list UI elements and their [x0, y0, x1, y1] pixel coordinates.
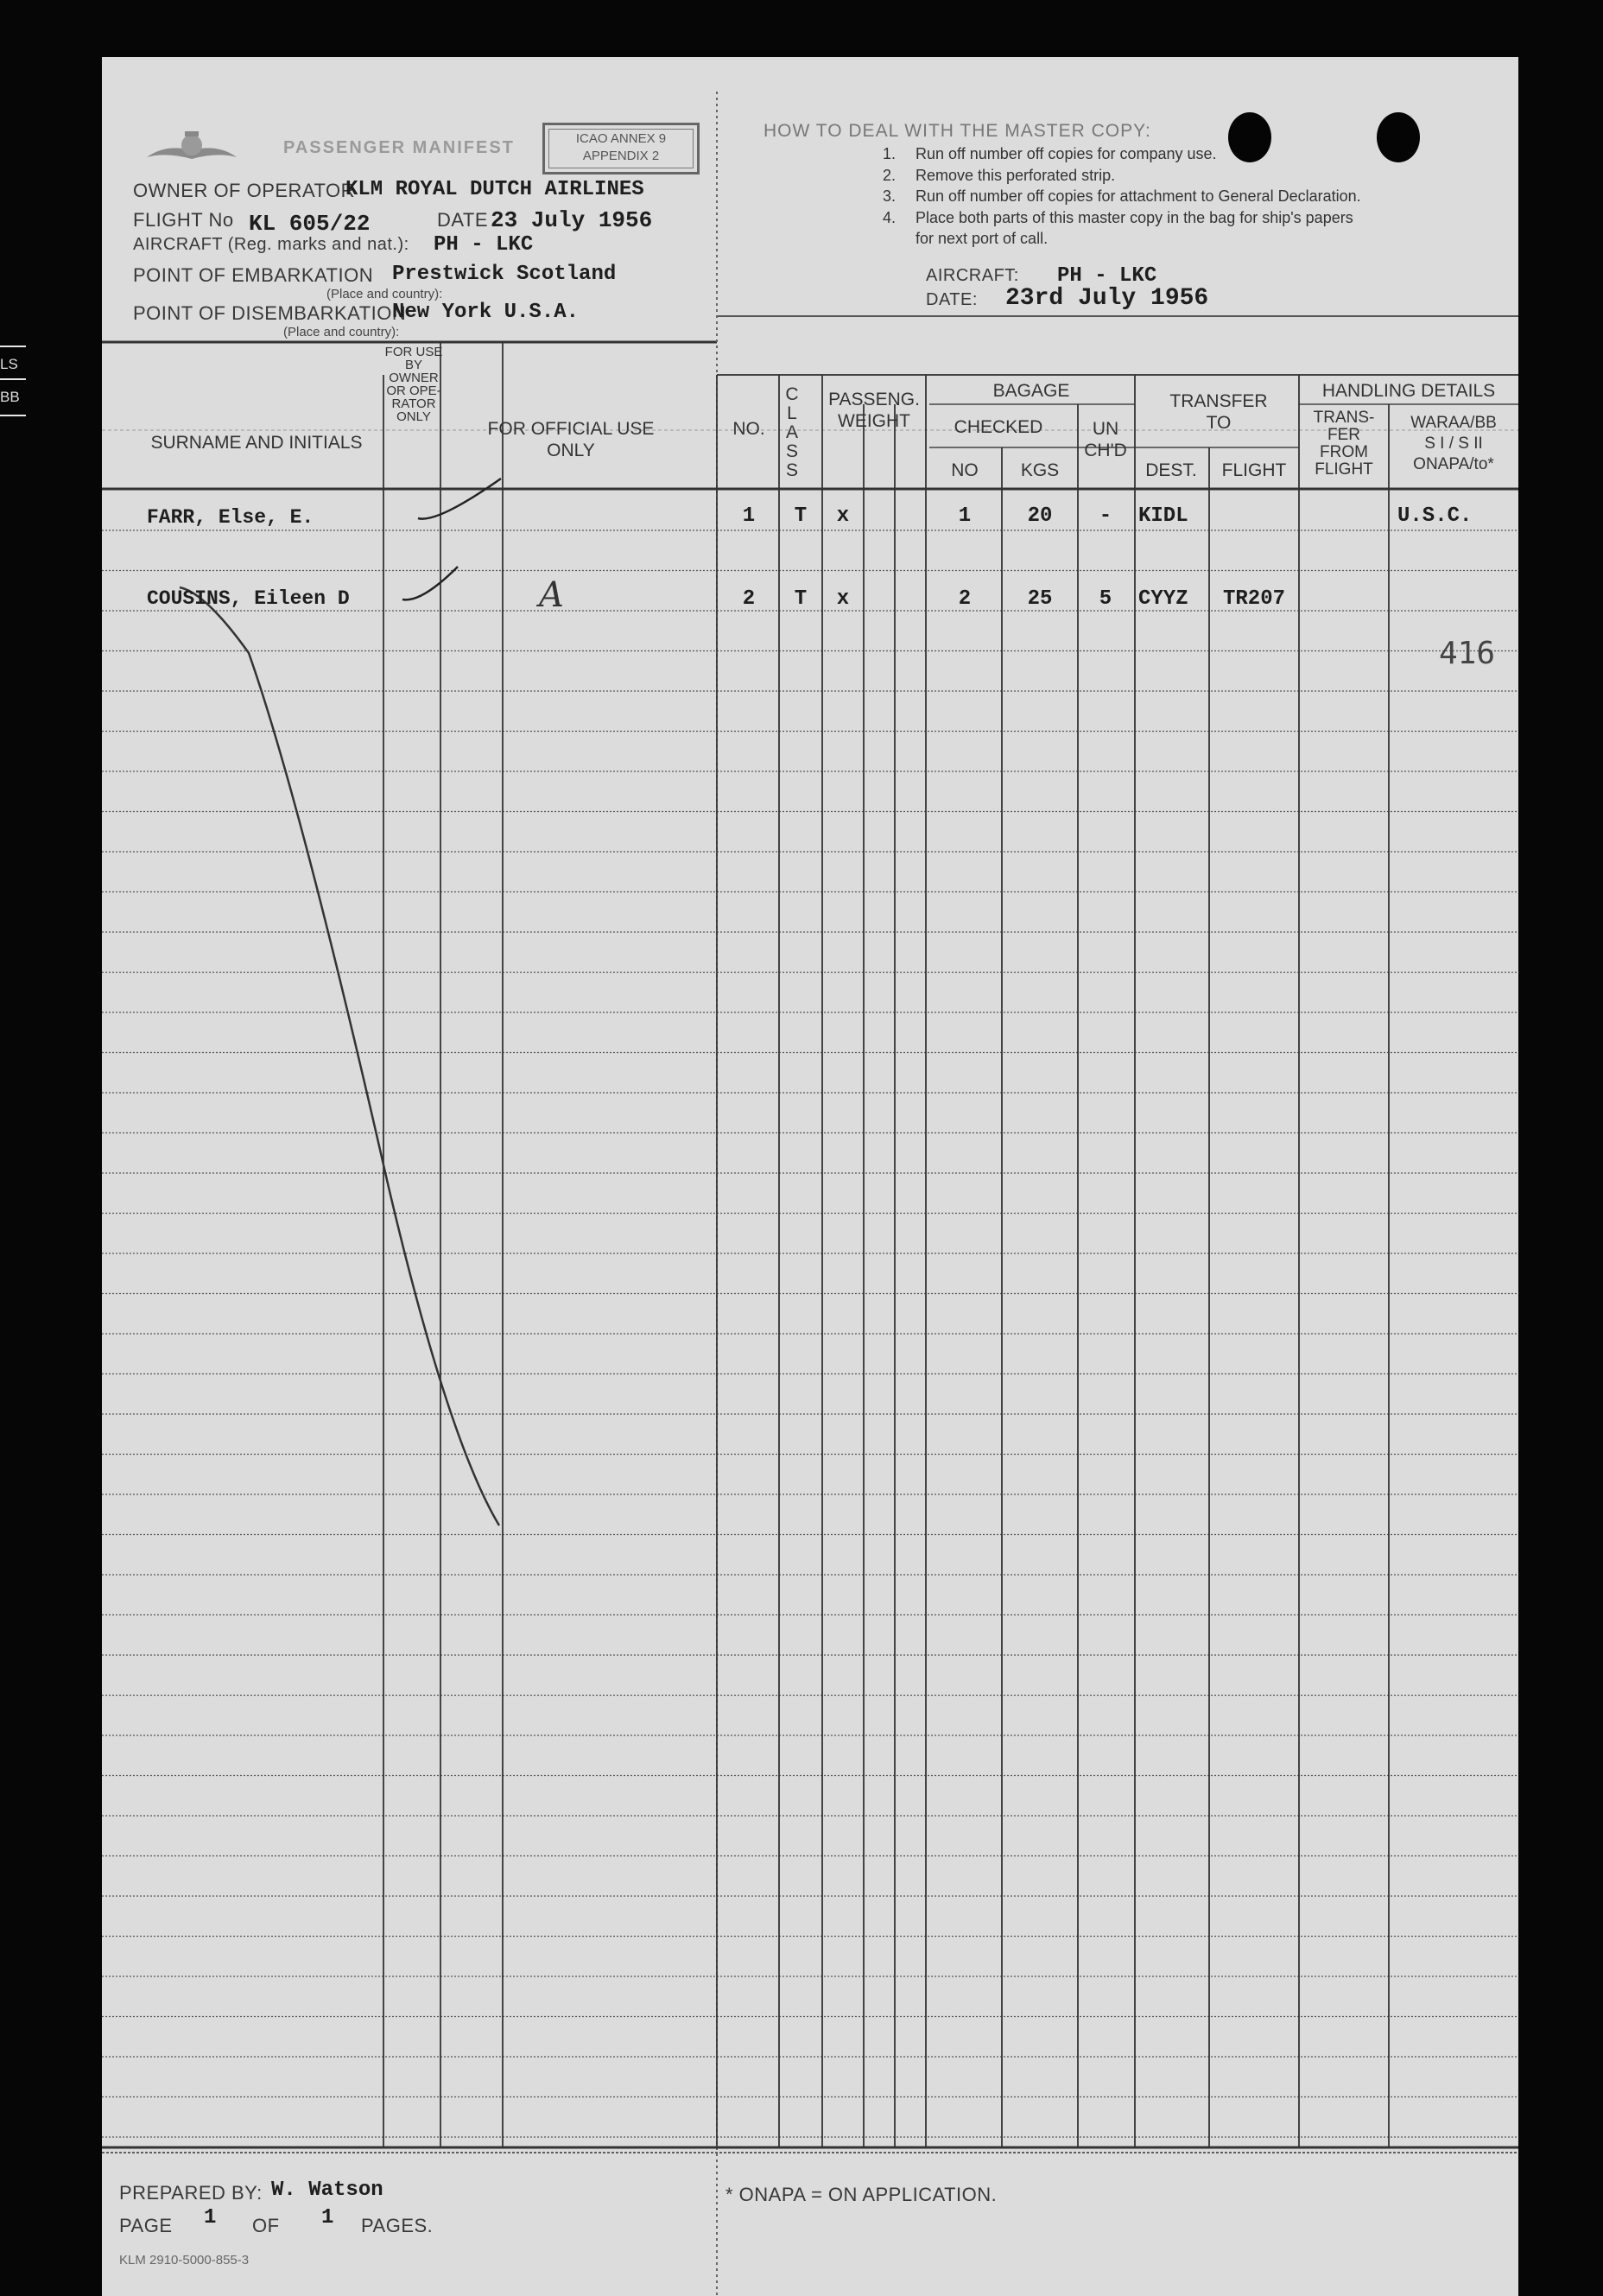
- col-header-unchd: UN CH'D: [1084, 419, 1127, 460]
- bag-kgs: 20: [1027, 504, 1053, 528]
- bag-unchd: -: [1099, 504, 1112, 528]
- col-header-surname: SURNAME AND INITIALS: [150, 433, 363, 453]
- passenger-class: T: [794, 504, 808, 528]
- bag-unchd: 5: [1099, 587, 1112, 611]
- icao-stamp-line-2: APPENDIX 2: [582, 149, 660, 163]
- bag-no: 2: [958, 587, 972, 611]
- col-header-official-use: FOR OFFICIAL USE ONLY: [487, 419, 655, 460]
- prepared-value: W. Watson: [271, 2179, 383, 2202]
- col-header-kgs: KGS: [1020, 460, 1060, 480]
- left-strip-label-1: LS: [0, 356, 18, 372]
- passenger-no: 2: [742, 587, 756, 611]
- passenger-weight: x: [836, 587, 850, 611]
- col-header-no: NO.: [732, 419, 765, 439]
- instruction-item: for next port of call.: [916, 230, 1049, 247]
- official-mark: A: [539, 575, 564, 615]
- instructions-aircraft-value: PH - LKC: [1057, 264, 1157, 288]
- place-country-hint: (Place and country):: [326, 287, 443, 301]
- col-header-class: C L A S S: [785, 384, 799, 480]
- bag-kgs: 25: [1027, 587, 1053, 611]
- tick-mark: [402, 567, 458, 599]
- instruction-item: 1. Run off number off copies for company use.: [883, 145, 1217, 162]
- prepared-label: PREPARED BY:: [119, 2182, 263, 2204]
- transfer-flight: TR207: [1222, 587, 1285, 611]
- col-header-checked: CHECKED: [954, 417, 1043, 437]
- form-code: KLM 2910-5000-855-3: [119, 2253, 250, 2267]
- instructions-aircraft-label: AIRCRAFT:: [926, 266, 1019, 285]
- embark-label: POINT OF EMBARKATION: [133, 264, 374, 286]
- passenger-no: 1: [742, 504, 756, 528]
- left-strip-label-2: BB: [0, 389, 20, 405]
- icao-stamp-line-1: ICAO ANNEX 9: [575, 131, 667, 146]
- date-label: DATE: [437, 209, 489, 231]
- page-value: 1: [204, 2206, 217, 2229]
- onapa-note: * ONAPA = ON APPLICATION.: [725, 2184, 998, 2205]
- page-label: PAGE: [119, 2215, 173, 2236]
- transfer-dest: CYYZ: [1138, 587, 1188, 611]
- pen-stroke: [180, 587, 499, 1525]
- instructions-date-value: 23rd July 1956: [1005, 285, 1209, 312]
- col-header-bagage: BAGAGE: [992, 381, 1070, 401]
- place-country-hint: (Place and country):: [283, 325, 400, 339]
- instruction-item: 3. Run off number off copies for attachment to General Declaration.: [883, 187, 1361, 205]
- col-header-dest: DEST.: [1145, 460, 1197, 480]
- owner-label: OWNER OF OPERATOR: [133, 180, 356, 201]
- passenger-weight: x: [836, 504, 850, 528]
- col-header-waraa: WARAA/BB S I / S II ONAPA/to*: [1410, 414, 1497, 473]
- passenger-name: COUSINS, Eileen D: [147, 587, 350, 610]
- instruction-item: 2. Remove this perforated strip.: [883, 166, 1116, 184]
- flight-label: FLIGHT No: [133, 209, 234, 231]
- col-header-owner-use: FOR USE BY OWNER OR OPE- RATOR ONLY: [384, 345, 443, 424]
- tick-mark: [418, 479, 501, 519]
- embark-value: Prestwick Scotland: [392, 263, 617, 286]
- handwritten-number: 416: [1439, 636, 1496, 671]
- passenger-name: FARR, Else, E.: [147, 506, 314, 529]
- col-header-flight: FLIGHT: [1221, 460, 1287, 480]
- instructions-date-label: DATE:: [926, 290, 978, 309]
- col-header-transfer-to: TRANSFER TO: [1169, 391, 1268, 433]
- manifest-sheet: [102, 57, 1518, 2296]
- disembark-value: New York U.S.A.: [392, 301, 580, 324]
- aircraft-value: PH - LKC: [434, 233, 534, 257]
- col-header-passeng-weight: PASSENG. WEIGHT: [828, 390, 920, 431]
- transfer-dest: KIDL: [1138, 504, 1188, 528]
- col-header-transfer-from: TRANS- FER FROM FLIGHT: [1313, 409, 1375, 479]
- form-title: PASSENGER MANIFEST: [283, 138, 515, 157]
- passenger-class: T: [794, 587, 808, 611]
- pages-label: PAGES.: [361, 2215, 434, 2236]
- instruction-item: 4. Place both parts of this master copy in the bag for ship's papers: [883, 208, 1353, 226]
- of-label: OF: [252, 2215, 280, 2236]
- disembark-label: POINT OF DISEMBARKATION: [133, 302, 407, 324]
- of-value: 1: [321, 2206, 334, 2229]
- bag-no: 1: [958, 504, 972, 528]
- flight-value: KL 605/22: [249, 211, 371, 237]
- left-strip: [0, 346, 26, 1555]
- owner-value: KLM ROYAL DUTCH AIRLINES: [345, 178, 644, 201]
- col-header-bag-no: NO: [951, 460, 979, 480]
- instructions-title: HOW TO DEAL WITH THE MASTER COPY:: [763, 121, 1151, 141]
- handling-details: U.S.C.: [1397, 504, 1473, 528]
- col-header-handling: HANDLING DETAILS: [1321, 381, 1496, 401]
- date-value: 23 July 1956: [491, 207, 653, 233]
- aircraft-label: AIRCRAFT (Reg. marks and nat.):: [133, 235, 409, 254]
